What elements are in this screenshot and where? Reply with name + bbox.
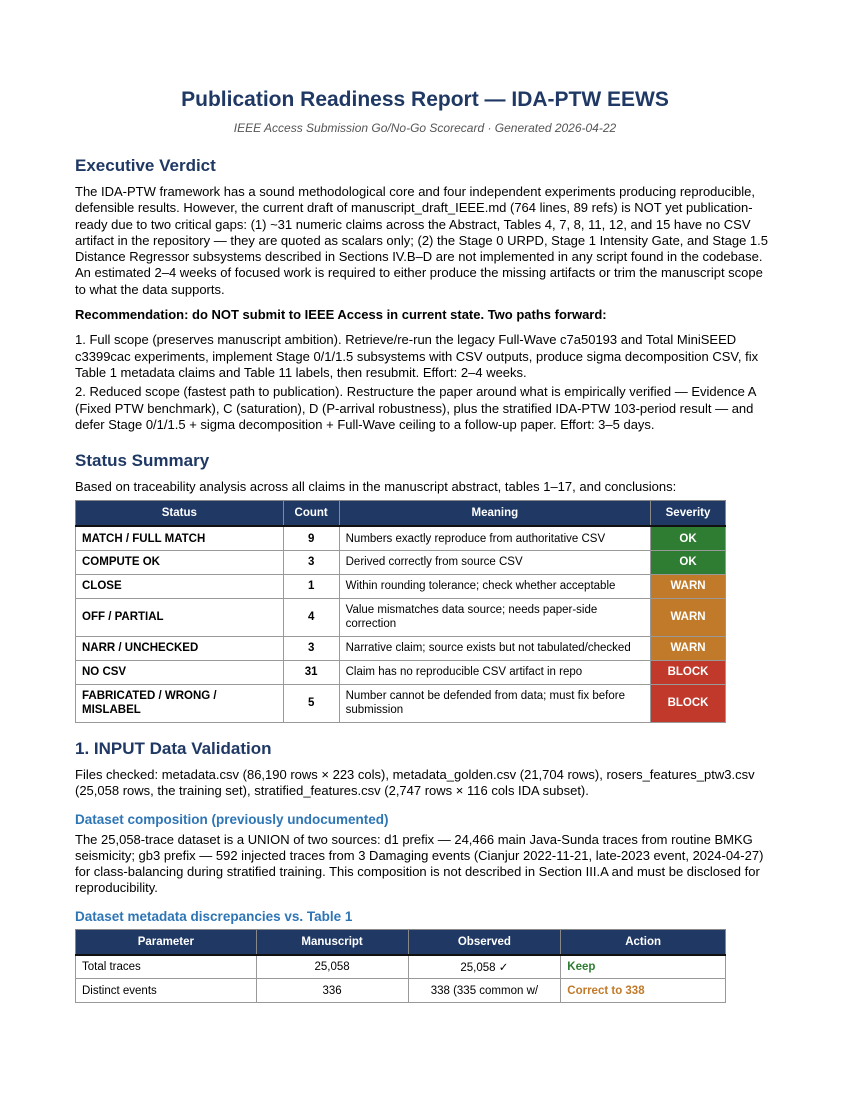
- count-cell: 9: [283, 526, 339, 550]
- status-cell: COMPUTE OK: [76, 550, 284, 574]
- table-row: [76, 526, 726, 550]
- action-cell: Correct to 338: [561, 979, 726, 1003]
- parameter-cell: Total traces: [76, 955, 257, 979]
- meaning-cell: Narrative claim; source exists but not tabulated/checked: [339, 636, 650, 660]
- path-item-full-scope: 1. Full scope (preserves manuscript ambition). Retrieve/re-run the legacy Full-Wave c7a50193 and Total MiniSEED c3399cac experiments, implement Stage 0/1/1.5 subsystems with CSV outputs, produce sigma decomposition CSV, fix Table 1 metadata claims and Table 11 labels, then resubmit. Effort: 2–4 weeks.: [75, 332, 759, 380]
- action-cell: Keep: [561, 955, 726, 979]
- status-cell: MATCH / FULL MATCH: [76, 526, 284, 550]
- severity-badge: WARN: [651, 636, 726, 660]
- severity-badge: WARN: [651, 598, 726, 636]
- status-cell: NO CSV: [76, 660, 284, 684]
- executive-verdict-heading: Executive Verdict: [75, 156, 216, 175]
- count-cell: 1: [283, 574, 339, 598]
- count-cell: 3: [283, 550, 339, 574]
- table-row: [76, 598, 726, 636]
- input-validation-heading: 1. INPUT Data Validation: [75, 738, 272, 758]
- count-cell: 5: [283, 684, 339, 722]
- status-cell: CLOSE: [76, 574, 284, 598]
- status-summary-intro: Based on traceability analysis across all claims in the manuscript abstract, tables 1–17, and conclusions:: [75, 479, 677, 495]
- report-page: [75, 88, 775, 1003]
- observed-cell: 25,058 ✓: [408, 955, 561, 979]
- table-row: [76, 660, 726, 684]
- meaning-cell: Derived correctly from source CSV: [339, 550, 650, 574]
- severity-badge: WARN: [651, 574, 726, 598]
- observed-cell: 338 (335 common w/: [408, 979, 561, 1003]
- column-header-severity: Severity: [651, 501, 726, 527]
- column-header-manuscript: Manuscript: [256, 929, 408, 955]
- table-row: [76, 550, 726, 574]
- dataset-composition-heading: Dataset composition (previously undocumented): [75, 811, 389, 827]
- discrepancy-table-header-row: [76, 929, 726, 955]
- severity-badge: BLOCK: [651, 684, 726, 722]
- count-cell: 31: [283, 660, 339, 684]
- manuscript-cell: 336: [256, 979, 408, 1003]
- column-header-status: Status: [76, 501, 284, 527]
- files-checked-text: Files checked: metadata.csv (86,190 rows × 223 cols), metadata_golden.csv (21,704 rows), rosers_features_ptw3.csv (25,058 rows, the training set), stratified_features.csv (2,747 rows × 116 cols IDA subset).: [75, 766, 755, 799]
- page-subtitle: IEEE Access Submission Go/No-Go Scorecard · Generated 2026-04-22: [233, 121, 617, 135]
- column-header-parameter: Parameter: [76, 929, 257, 955]
- page-title: Publication Readiness Report — IDA-PTW EEWS: [181, 88, 669, 111]
- path-item-reduced-scope: 2. Reduced scope (fastest path to publication). Restructure the paper around what is empirically verified — Evidence A (Fixed PTW benchmark), C (saturation), D (P-arrival robustness), plus the stratified IDA-PTW 103-period result — and defer Stage 0/1/1.5 + sigma decomposition + Full-Wave ceiling to a follow-up paper. Effort: 3–5 days.: [75, 384, 756, 432]
- meaning-cell: Claim has no reproducible CSV artifact in repo: [339, 660, 650, 684]
- dataset-composition-body: The 25,058-trace dataset is a UNION of two sources: d1 prefix — 24,466 main Java-Sunda traces from routine BMKG seismicity; gb3 prefix — 592 injected traces from 3 Damaging events (Cianjur 2022-11-21, late-2023 event, 2024-04-27) for class-balancing during stratified training. This composition is not described in Section III.A and must be disclosed for reproducibility.: [75, 831, 764, 896]
- table-row: [76, 979, 726, 1003]
- status-summary-heading: Status Summary: [75, 451, 210, 471]
- meaning-cell: Number cannot be defended from data; must fix before submission: [339, 684, 650, 722]
- table-row: [76, 955, 726, 979]
- status-table-header-row: [76, 501, 726, 527]
- meaning-cell: Numbers exactly reproduce from authoritative CSV: [339, 526, 650, 550]
- column-header-action: Action: [561, 929, 726, 955]
- column-header-observed: Observed: [408, 929, 561, 955]
- executive-verdict-body: The IDA-PTW framework has a sound methodological core and four independent experiments producing reproducible, defensible results. However, the current draft of manuscript_draft_IEEE.md (764 lines, 89 refs) is NOT yet publication-ready due to two critical gaps: (1) ~31 numeric claims across the Abstract, Tables 4, 7, 8, 11, 12, and 15 have no CSV artifact in the repository — they are quoted as scalars only; (2) the Stage 0 URPD, Stage 1 Intensity Gate, and Stage 1.5 Distance Regressor subsystems described in Sections IV.B–D are not implemented in any script found in the codebase. An estimated 2–4 weeks of focused work is required to either produce the missing artifacts or trim the manuscript scope to what the data supports.: [75, 184, 768, 297]
- table-row: [76, 636, 726, 660]
- status-cell: OFF / PARTIAL: [76, 598, 284, 636]
- manuscript-cell: 25,058: [256, 955, 408, 979]
- status-cell: NARR / UNCHECKED: [76, 636, 284, 660]
- severity-badge: OK: [651, 526, 726, 550]
- column-header-meaning: Meaning: [339, 501, 650, 527]
- count-cell: 3: [283, 636, 339, 660]
- table-row: [76, 684, 726, 722]
- status-table: [75, 500, 726, 723]
- metadata-discrepancies-heading: Dataset metadata discrepancies vs. Table 1: [75, 908, 353, 924]
- column-header-count: Count: [283, 501, 339, 527]
- count-cell: 4: [283, 598, 339, 636]
- severity-badge: OK: [651, 550, 726, 574]
- meaning-cell: Value mismatches data source; needs paper-side correction: [339, 598, 650, 636]
- status-cell: FABRICATED / WRONG / MISLABEL: [76, 684, 284, 722]
- severity-badge: BLOCK: [651, 660, 726, 684]
- parameter-cell: Distinct events: [76, 979, 257, 1003]
- table-row: [76, 574, 726, 598]
- metadata-discrepancy-table: [75, 929, 726, 1004]
- recommendation-text: Recommendation: do NOT submit to IEEE Access in current state. Two paths forward:: [75, 307, 607, 323]
- meaning-cell: Within rounding tolerance; check whether acceptable: [339, 574, 650, 598]
